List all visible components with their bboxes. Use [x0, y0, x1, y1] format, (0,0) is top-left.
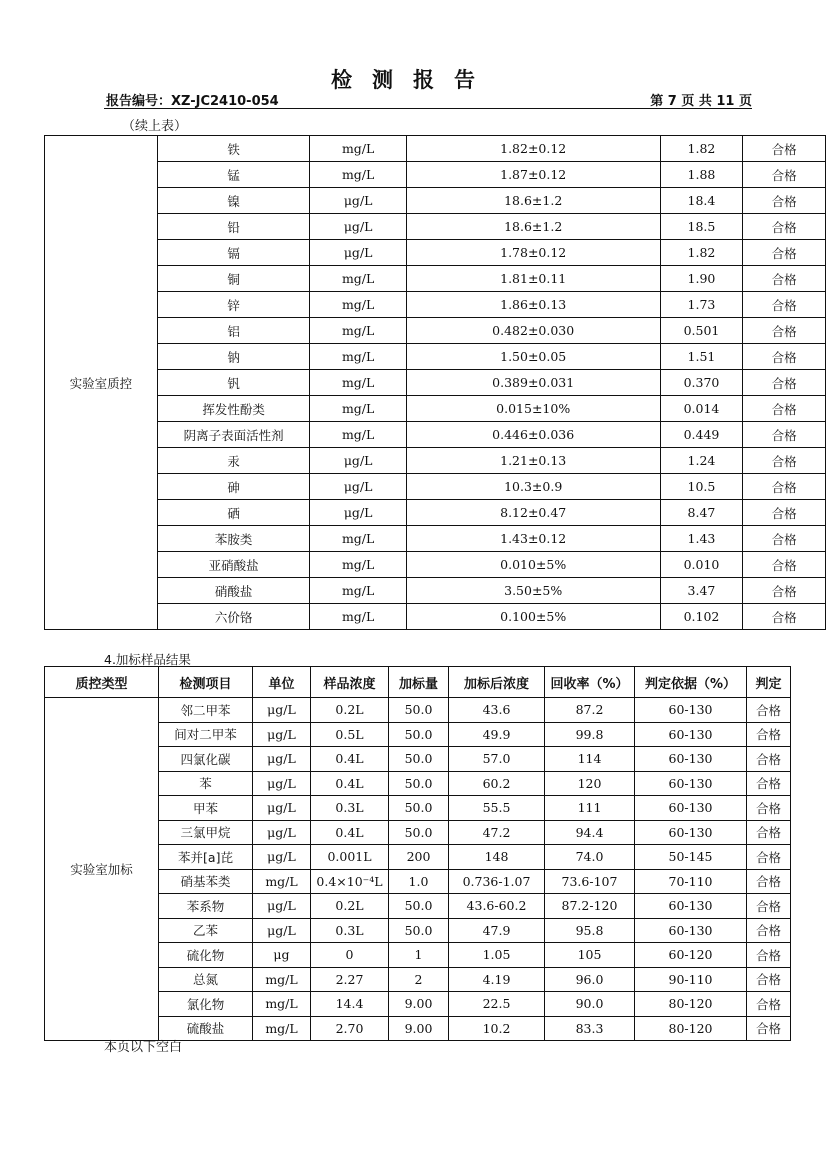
qc-measured-value: 1.88 — [660, 162, 743, 188]
qc-item: 铁 — [157, 136, 310, 162]
spike-item: 四氯化碳 — [159, 747, 253, 772]
spike-recovery: 99.8 — [545, 722, 635, 747]
spike-basis: 60-120 — [635, 943, 747, 968]
spike-item: 乙苯 — [159, 918, 253, 943]
spike-item: 邻二甲苯 — [159, 698, 253, 723]
qc-measured-value: 1.24 — [660, 448, 743, 474]
table-row — [45, 474, 826, 500]
qc-result: 合格 — [743, 500, 826, 526]
qc-result: 合格 — [743, 162, 826, 188]
qc-unit: mg/L — [310, 266, 406, 292]
spike-recovery: 94.4 — [545, 820, 635, 845]
spike-basis: 60-130 — [635, 722, 747, 747]
qc-measured-value: 3.47 — [660, 578, 743, 604]
spike-after: 148 — [449, 845, 545, 870]
table-row — [45, 318, 826, 344]
qc-standard-value: 0.446±0.036 — [406, 422, 660, 448]
qc-standard-value: 0.389±0.031 — [406, 370, 660, 396]
qc-item: 阴离子表面活性剂 — [157, 422, 310, 448]
column-header: 检测项目 — [159, 667, 253, 698]
qc-item: 六价铬 — [157, 604, 310, 630]
qc-measured-value: 1.43 — [660, 526, 743, 552]
spike-after: 43.6 — [449, 698, 545, 723]
qc-item: 硝酸盐 — [157, 578, 310, 604]
spike-result: 合格 — [747, 698, 791, 723]
spike-sample: 0.001L — [311, 845, 389, 870]
qc-result: 合格 — [743, 422, 826, 448]
spike-result: 合格 — [747, 796, 791, 821]
column-header: 质控类型 — [45, 667, 159, 698]
qc-item: 铅 — [157, 214, 310, 240]
table-header-row — [45, 667, 791, 698]
qc-result: 合格 — [743, 396, 826, 422]
qc-item: 铜 — [157, 266, 310, 292]
spike-after: 57.0 — [449, 747, 545, 772]
qc-item: 镉 — [157, 240, 310, 266]
spike-after: 0.736-1.07 — [449, 869, 545, 894]
qc-item: 钠 — [157, 344, 310, 370]
qc-unit: mg/L — [310, 422, 406, 448]
table-row — [45, 422, 826, 448]
qc-standard-value: 1.81±0.11 — [406, 266, 660, 292]
qc-item: 汞 — [157, 448, 310, 474]
qc-measured-value: 0.010 — [660, 552, 743, 578]
spike-basis: 60-130 — [635, 698, 747, 723]
spike-recovery: 87.2 — [545, 698, 635, 723]
spike-unit: μg/L — [253, 796, 311, 821]
qc-standard-value: 0.482±0.030 — [406, 318, 660, 344]
spike-recovery: 120 — [545, 771, 635, 796]
spike-basis: 80-120 — [635, 1016, 747, 1041]
qc-unit: mg/L — [310, 526, 406, 552]
qc-measured-value: 18.4 — [660, 188, 743, 214]
spike-spike: 1 — [389, 943, 449, 968]
spike-spike: 50.0 — [389, 722, 449, 747]
spike-basis: 60-130 — [635, 918, 747, 943]
spike-after: 10.2 — [449, 1016, 545, 1041]
qc-result: 合格 — [743, 578, 826, 604]
spike-after: 47.9 — [449, 918, 545, 943]
spike-recovery: 74.0 — [545, 845, 635, 870]
footer-note: 本页以下空白 — [104, 1040, 183, 1055]
spike-result: 合格 — [747, 1016, 791, 1041]
qc-measured-value: 1.82 — [660, 240, 743, 266]
qc-unit: mg/L — [310, 370, 406, 396]
table-row — [45, 500, 826, 526]
qc-unit: μg/L — [310, 448, 406, 474]
table-row — [45, 188, 826, 214]
qc-result: 合格 — [743, 474, 826, 500]
qc-item: 锰 — [157, 162, 310, 188]
spike-spike: 200 — [389, 845, 449, 870]
spike-result: 合格 — [747, 992, 791, 1017]
qc-measured-value: 0.449 — [660, 422, 743, 448]
spike-basis: 50-145 — [635, 845, 747, 870]
spike-unit: μg/L — [253, 820, 311, 845]
spike-sample: 0.2L — [311, 894, 389, 919]
spike-item: 间对二甲苯 — [159, 722, 253, 747]
spike-unit: μg/L — [253, 698, 311, 723]
qc-measured-value: 1.90 — [660, 266, 743, 292]
column-header: 判定依据（%） — [635, 667, 747, 698]
column-header: 回收率（%） — [545, 667, 635, 698]
qc-unit: mg/L — [310, 578, 406, 604]
table-row — [45, 136, 826, 162]
qc-unit: mg/L — [310, 136, 406, 162]
qc-standard-value: 1.86±0.13 — [406, 292, 660, 318]
spike-after: 4.19 — [449, 967, 545, 992]
column-header: 单位 — [253, 667, 311, 698]
spike-result: 合格 — [747, 820, 791, 845]
spike-spike: 50.0 — [389, 771, 449, 796]
qc-standard-value: 0.100±5% — [406, 604, 660, 630]
spike-sample: 0.4L — [311, 747, 389, 772]
qc-unit: mg/L — [310, 292, 406, 318]
qc-result: 合格 — [743, 292, 826, 318]
qc-standard-value: 3.50±5% — [406, 578, 660, 604]
spike-basis: 70-110 — [635, 869, 747, 894]
qc-result: 合格 — [743, 188, 826, 214]
qc-unit: mg/L — [310, 396, 406, 422]
qc-item: 镍 — [157, 188, 310, 214]
qc-standard-value: 1.21±0.13 — [406, 448, 660, 474]
qc-result: 合格 — [743, 214, 826, 240]
qc-unit: mg/L — [310, 318, 406, 344]
qc-result: 合格 — [743, 266, 826, 292]
table-row — [45, 344, 826, 370]
spike-sample: 0.4L — [311, 820, 389, 845]
spike-result: 合格 — [747, 771, 791, 796]
qc-unit: mg/L — [310, 604, 406, 630]
spike-sample: 14.4 — [311, 992, 389, 1017]
spike-basis: 60-130 — [635, 796, 747, 821]
qc-result: 合格 — [743, 370, 826, 396]
qc-result: 合格 — [743, 448, 826, 474]
table-row — [45, 370, 826, 396]
table-row — [45, 240, 826, 266]
spike-recovery: 105 — [545, 943, 635, 968]
qc-item: 亚硝酸盐 — [157, 552, 310, 578]
spike-unit: μg/L — [253, 894, 311, 919]
qc-result: 合格 — [743, 344, 826, 370]
qc-measured-value: 18.5 — [660, 214, 743, 240]
qc-unit: mg/L — [310, 344, 406, 370]
spike-result: 合格 — [747, 869, 791, 894]
spike-unit: mg/L — [253, 967, 311, 992]
spike-sample: 0.4×10⁻⁴L — [311, 869, 389, 894]
qc-measured-value: 10.5 — [660, 474, 743, 500]
qc-standard-value: 1.87±0.12 — [406, 162, 660, 188]
spike-item: 总氮 — [159, 967, 253, 992]
spike-item: 甲苯 — [159, 796, 253, 821]
spike-sample: 2.27 — [311, 967, 389, 992]
spike-result: 合格 — [747, 747, 791, 772]
qc-result: 合格 — [743, 318, 826, 344]
spike-item: 三氯甲烷 — [159, 820, 253, 845]
spike-recovery: 87.2-120 — [545, 894, 635, 919]
spike-unit: μg — [253, 943, 311, 968]
spike-spike: 50.0 — [389, 747, 449, 772]
qc-item: 硒 — [157, 500, 310, 526]
qc-unit: μg/L — [310, 474, 406, 500]
column-header: 加标后浓度 — [449, 667, 545, 698]
spike-basis: 60-130 — [635, 771, 747, 796]
spike-recovery: 73.6-107 — [545, 869, 635, 894]
qc-result: 合格 — [743, 526, 826, 552]
qc-result: 合格 — [743, 240, 826, 266]
spike-sample: 0.2L — [311, 698, 389, 723]
spike-after: 60.2 — [449, 771, 545, 796]
table-row — [45, 448, 826, 474]
spike-table — [44, 666, 791, 1041]
qc-standard-value: 10.3±0.9 — [406, 474, 660, 500]
spike-spike: 9.00 — [389, 992, 449, 1017]
spike-item: 硫化物 — [159, 943, 253, 968]
report-number: 报告编号：XZ-JC2410-054 — [106, 94, 279, 109]
spike-recovery: 114 — [545, 747, 635, 772]
qc-standard-value: 1.82±0.12 — [406, 136, 660, 162]
spike-spike: 50.0 — [389, 820, 449, 845]
qc-standard-value: 18.6±1.2 — [406, 188, 660, 214]
spike-unit: μg/L — [253, 845, 311, 870]
qc-item: 苯胺类 — [157, 526, 310, 552]
spike-after: 43.6-60.2 — [449, 894, 545, 919]
spike-sample: 0 — [311, 943, 389, 968]
qc-measured-value: 0.102 — [660, 604, 743, 630]
qc-standard-value: 0.015±10% — [406, 396, 660, 422]
spike-group-label: 实验室加标 — [45, 698, 159, 1041]
qc-standard-value: 1.50±0.05 — [406, 344, 660, 370]
page-title: 检测报告 — [331, 68, 495, 92]
spike-item: 苯系物 — [159, 894, 253, 919]
qc-standard-value: 18.6±1.2 — [406, 214, 660, 240]
spike-basis: 60-130 — [635, 820, 747, 845]
qc-measured-value: 1.51 — [660, 344, 743, 370]
spike-recovery: 96.0 — [545, 967, 635, 992]
table-row — [45, 266, 826, 292]
column-header: 加标量 — [389, 667, 449, 698]
spike-sample: 0.4L — [311, 771, 389, 796]
spike-basis: 60-130 — [635, 747, 747, 772]
spike-result: 合格 — [747, 894, 791, 919]
qc-measured-value: 1.82 — [660, 136, 743, 162]
spike-spike: 1.0 — [389, 869, 449, 894]
spike-spike: 50.0 — [389, 894, 449, 919]
spike-item: 苯 — [159, 771, 253, 796]
qc-measured-value: 0.370 — [660, 370, 743, 396]
spike-unit: mg/L — [253, 1016, 311, 1041]
spike-basis: 90-110 — [635, 967, 747, 992]
spike-recovery: 90.0 — [545, 992, 635, 1017]
spike-result: 合格 — [747, 722, 791, 747]
qc-item: 铝 — [157, 318, 310, 344]
spike-recovery: 95.8 — [545, 918, 635, 943]
spike-spike: 9.00 — [389, 1016, 449, 1041]
spike-after: 22.5 — [449, 992, 545, 1017]
qc-result: 合格 — [743, 604, 826, 630]
qc-item: 挥发性酚类 — [157, 396, 310, 422]
qc-standard-value: 0.010±5% — [406, 552, 660, 578]
spike-basis: 60-130 — [635, 894, 747, 919]
spike-item: 硫酸盐 — [159, 1016, 253, 1041]
spike-sample: 0.5L — [311, 722, 389, 747]
qc-group-label: 实验室质控 — [45, 136, 158, 630]
spike-recovery: 83.3 — [545, 1016, 635, 1041]
spike-unit: μg/L — [253, 918, 311, 943]
qc-table — [44, 135, 826, 630]
table-row — [45, 292, 826, 318]
qc-unit: μg/L — [310, 214, 406, 240]
spike-after: 1.05 — [449, 943, 545, 968]
table-row — [45, 552, 826, 578]
table-row — [45, 698, 791, 723]
table-row — [45, 604, 826, 630]
table-row — [45, 396, 826, 422]
qc-unit: mg/L — [310, 552, 406, 578]
qc-item: 锌 — [157, 292, 310, 318]
qc-result: 合格 — [743, 136, 826, 162]
spike-unit: μg/L — [253, 722, 311, 747]
qc-item: 钒 — [157, 370, 310, 396]
spike-sample: 2.70 — [311, 1016, 389, 1041]
spike-result: 合格 — [747, 918, 791, 943]
qc-standard-value: 8.12±0.47 — [406, 500, 660, 526]
qc-measured-value: 1.73 — [660, 292, 743, 318]
spike-sample: 0.3L — [311, 918, 389, 943]
qc-standard-value: 1.78±0.12 — [406, 240, 660, 266]
column-header: 样品浓度 — [311, 667, 389, 698]
spike-spike: 50.0 — [389, 698, 449, 723]
spike-result: 合格 — [747, 943, 791, 968]
page-number: 第 7 页 共 11 页 — [650, 94, 752, 109]
qc-unit: μg/L — [310, 500, 406, 526]
qc-measured-value: 0.014 — [660, 396, 743, 422]
table-row — [45, 214, 826, 240]
spike-unit: μg/L — [253, 747, 311, 772]
spike-spike: 50.0 — [389, 918, 449, 943]
spike-after: 55.5 — [449, 796, 545, 821]
spike-item: 硝基苯类 — [159, 869, 253, 894]
table-row — [45, 578, 826, 604]
spike-unit: mg/L — [253, 992, 311, 1017]
qc-unit: μg/L — [310, 188, 406, 214]
spike-sample: 0.3L — [311, 796, 389, 821]
qc-measured-value: 8.47 — [660, 500, 743, 526]
table-row — [45, 526, 826, 552]
spike-result: 合格 — [747, 845, 791, 870]
qc-result: 合格 — [743, 552, 826, 578]
table-row — [45, 162, 826, 188]
qc-standard-value: 1.43±0.12 — [406, 526, 660, 552]
spike-unit: mg/L — [253, 869, 311, 894]
section-4-title: 4.加标样品结果 — [104, 652, 191, 667]
spike-item: 苯并[a]芘 — [159, 845, 253, 870]
spike-spike: 2 — [389, 967, 449, 992]
qc-unit: mg/L — [310, 162, 406, 188]
spike-after: 47.2 — [449, 820, 545, 845]
spike-result: 合格 — [747, 967, 791, 992]
qc-unit: μg/L — [310, 240, 406, 266]
qc-measured-value: 0.501 — [660, 318, 743, 344]
spike-after: 49.9 — [449, 722, 545, 747]
spike-item: 氯化物 — [159, 992, 253, 1017]
qc-item: 砷 — [157, 474, 310, 500]
spike-spike: 50.0 — [389, 796, 449, 821]
continued-label: （续上表） — [122, 119, 188, 134]
spike-recovery: 111 — [545, 796, 635, 821]
column-header: 判定 — [747, 667, 791, 698]
report-header — [104, 88, 752, 109]
spike-unit: μg/L — [253, 771, 311, 796]
spike-basis: 80-120 — [635, 992, 747, 1017]
